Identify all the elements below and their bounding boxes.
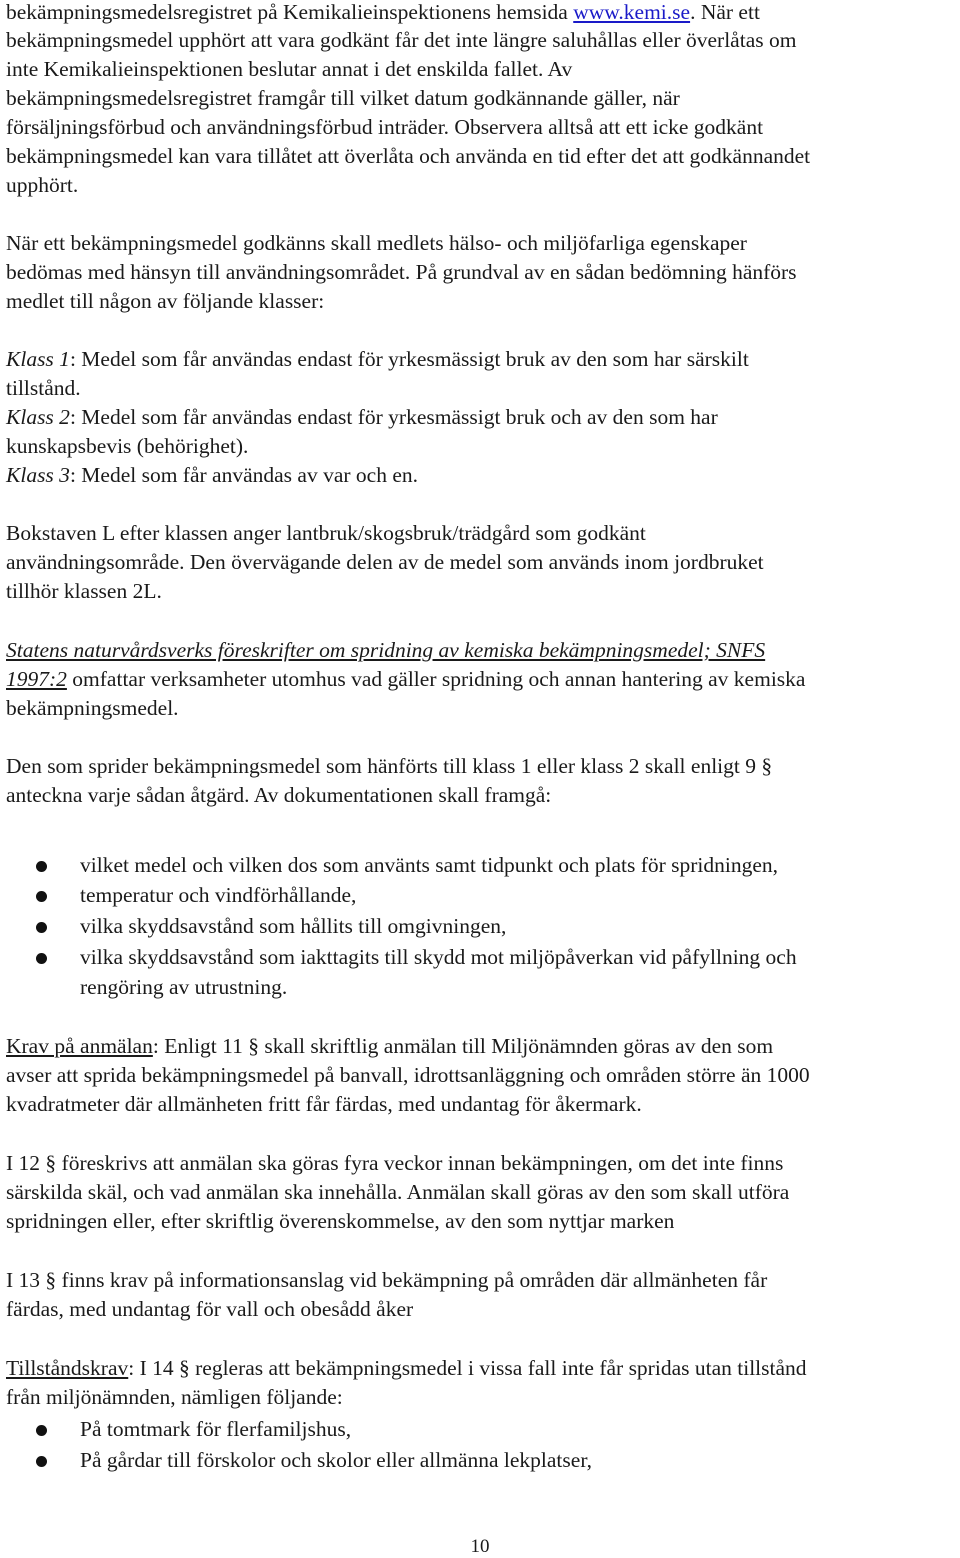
text-line <box>6 113 763 142</box>
class-label: Klass 2 <box>6 405 70 429</box>
text-run: . När ett <box>690 0 760 24</box>
text-run: omfattar verksamheter utomhus vad gäller spridning och annan hantering av kemiska <box>66 667 806 691</box>
section-heading: Krav på anmälan <box>6 1034 153 1058</box>
text-run: : Medel som får användas endast för yrkesmässigt bruk och av den som har <box>69 405 718 429</box>
text-run: vilket medel och vilken dos som använts samt tidpunkt och plats för spridningen, <box>80 853 779 877</box>
text-line <box>6 1061 810 1090</box>
text-line <box>6 142 810 171</box>
text-line <box>6 403 718 432</box>
text-run: På gårdar till förskolor och skolor eller allmänna lekplatser, <box>80 1448 592 1472</box>
text-line <box>6 0 760 27</box>
text-run: bekämpningsmedelsregistret på Kemikalieinspektionens hemsida <box>6 0 574 24</box>
text-run: Bokstaven L efter klassen anger lantbruk/skogsbruk/trädgård som godkänt <box>6 521 646 545</box>
class-label: Klass 3 <box>6 463 70 487</box>
text-line <box>6 636 765 665</box>
text-line <box>6 1383 343 1412</box>
text-line <box>6 55 572 84</box>
text-run: vilka skyddsavstånd som iakttagits till skydd mot miljöpåverkan vid påfyllning och <box>80 945 797 969</box>
text-run: temperatur och vindförhållande, <box>80 883 357 907</box>
text-line <box>80 943 797 972</box>
text-run: bekämpningsmedel kan vara tillåtet att överlåta och använda en tid efter det att godkännandet <box>6 144 811 168</box>
text-run: spridningen eller, efter skriftlig överenskommelse, av den som nyttjar marken <box>6 1209 675 1233</box>
text-line <box>80 1415 351 1444</box>
text-line <box>6 548 764 577</box>
text-line <box>6 781 551 810</box>
text-line <box>6 694 179 723</box>
text-line <box>80 1446 592 1475</box>
text-line <box>6 1266 767 1295</box>
text-line <box>6 26 796 55</box>
text-line <box>6 374 81 403</box>
section-heading: Tillståndskrav <box>6 1356 129 1380</box>
text-run: : Enligt 11 § skall skriftlig anmälan till Miljönämnden göras av den som <box>152 1034 774 1058</box>
text-run: medlet till någon av följande klasser: <box>6 289 325 313</box>
text-run: avser att sprida bekämpningsmedel på banvall, idrottsanläggning och områden större än 1000 <box>6 1063 810 1087</box>
website-link[interactable]: www.kemi.se <box>573 0 691 24</box>
text-line <box>6 432 248 461</box>
bullet-icon <box>36 891 47 902</box>
text-line <box>6 287 324 316</box>
text-run: särskilda skäl, och vad anmälan ska innehålla. Anmälan skall göras av den som skall utföra <box>6 1180 790 1204</box>
text-run: bekämpningsmedel. <box>6 696 179 720</box>
text-line <box>80 912 506 941</box>
text-run: användningsområde. Den övervägande delen av de medel som används inom jordbruket <box>6 550 764 574</box>
class-label: Klass 1 <box>6 347 70 371</box>
text-run: I 12 § föreskrivs att anmälan ska göras fyra veckor innan bekämpningen, om det inte finns <box>6 1151 784 1175</box>
text-line <box>80 973 287 1002</box>
text-line <box>6 345 749 374</box>
page-number: 10 <box>470 1536 490 1557</box>
text-line <box>6 1178 789 1207</box>
bullet-icon <box>36 1456 47 1467</box>
text-run: anteckna varje sådan åtgärd. Av dokumentationen skall framgå: <box>6 783 552 807</box>
text-line <box>6 665 805 694</box>
text-line <box>6 752 772 781</box>
text-line <box>6 1149 783 1178</box>
bullet-icon <box>36 922 47 933</box>
text-line <box>80 851 778 880</box>
text-run: När ett bekämpningsmedel godkänns skall medlets hälso- och miljöfarliga egenskaper <box>6 231 747 255</box>
regulation-reference: 1997:2 <box>6 667 67 691</box>
text-run: upphört. <box>6 173 79 197</box>
bullet-icon <box>36 1425 47 1436</box>
text-run: tillhör klassen 2L. <box>6 579 162 603</box>
text-line <box>6 84 680 113</box>
text-line <box>80 881 356 910</box>
text-run: rengöring av utrustning. <box>80 975 288 999</box>
text-run: Den som sprider bekämpningsmedel som hänförts till klass 1 eller klass 2 skall enligt 9 § <box>6 754 773 778</box>
text-line <box>6 229 747 258</box>
text-run: På tomtmark för flerfamiljshus, <box>80 1417 352 1441</box>
text-run: försäljningsförbud och användningsförbud inträder. Observera alltså att ett icke godkänt <box>6 115 764 139</box>
regulation-reference: Statens naturvårdsverks föreskrifter om spridning av kemiska bekämpningsmedel; SNFS <box>6 638 766 662</box>
text-line <box>6 461 418 490</box>
text-line <box>6 258 797 287</box>
bullet-icon <box>36 861 47 872</box>
text-line <box>6 1207 674 1236</box>
text-line <box>6 171 78 200</box>
text-line <box>6 519 646 548</box>
text-run: inte Kemikalieinspektionen beslutar annat i det enskilda fallet. Av <box>6 57 573 81</box>
text-run: : Medel som får användas endast för yrkesmässigt bruk av den som har särskilt <box>69 347 749 371</box>
text-line <box>6 1032 773 1061</box>
text-line <box>6 1295 413 1324</box>
text-run: I 13 § finns krav på informationsanslag vid bekämpning på områden där allmänheten får <box>6 1268 768 1292</box>
text-run: : Medel som får användas av var och en. <box>69 463 418 487</box>
text-run: kunskapsbevis (behörighet). <box>6 434 249 458</box>
text-run: : I 14 § regleras att bekämpningsmedel i vissa fall inte får spridas utan tillstånd <box>128 1356 807 1380</box>
text-line <box>6 577 162 606</box>
text-run: tillstånd. <box>6 376 81 400</box>
text-run: bedömas med hänsyn till användningsområdet. På grundval av en sådan bedömning hänförs <box>6 260 797 284</box>
bullet-icon <box>36 953 47 964</box>
text-run: kvadratmeter där allmänheten fritt får färdas, med undantag för åkermark. <box>6 1092 642 1116</box>
text-run: från miljönämnden, nämligen följande: <box>6 1385 343 1409</box>
text-line <box>6 1090 642 1119</box>
text-run: färdas, med undantag för vall och obesådd åker <box>6 1297 414 1321</box>
text-run: vilka skyddsavstånd som hållits till omgivningen, <box>80 914 507 938</box>
text-line <box>6 1354 807 1383</box>
text-run: bekämpningsmedelsregistret framgår till vilket datum godkännande gäller, när <box>6 86 680 110</box>
text-run: bekämpningsmedel upphört att vara godkänt får det inte längre saluhållas eller överlåtas om <box>6 28 797 52</box>
